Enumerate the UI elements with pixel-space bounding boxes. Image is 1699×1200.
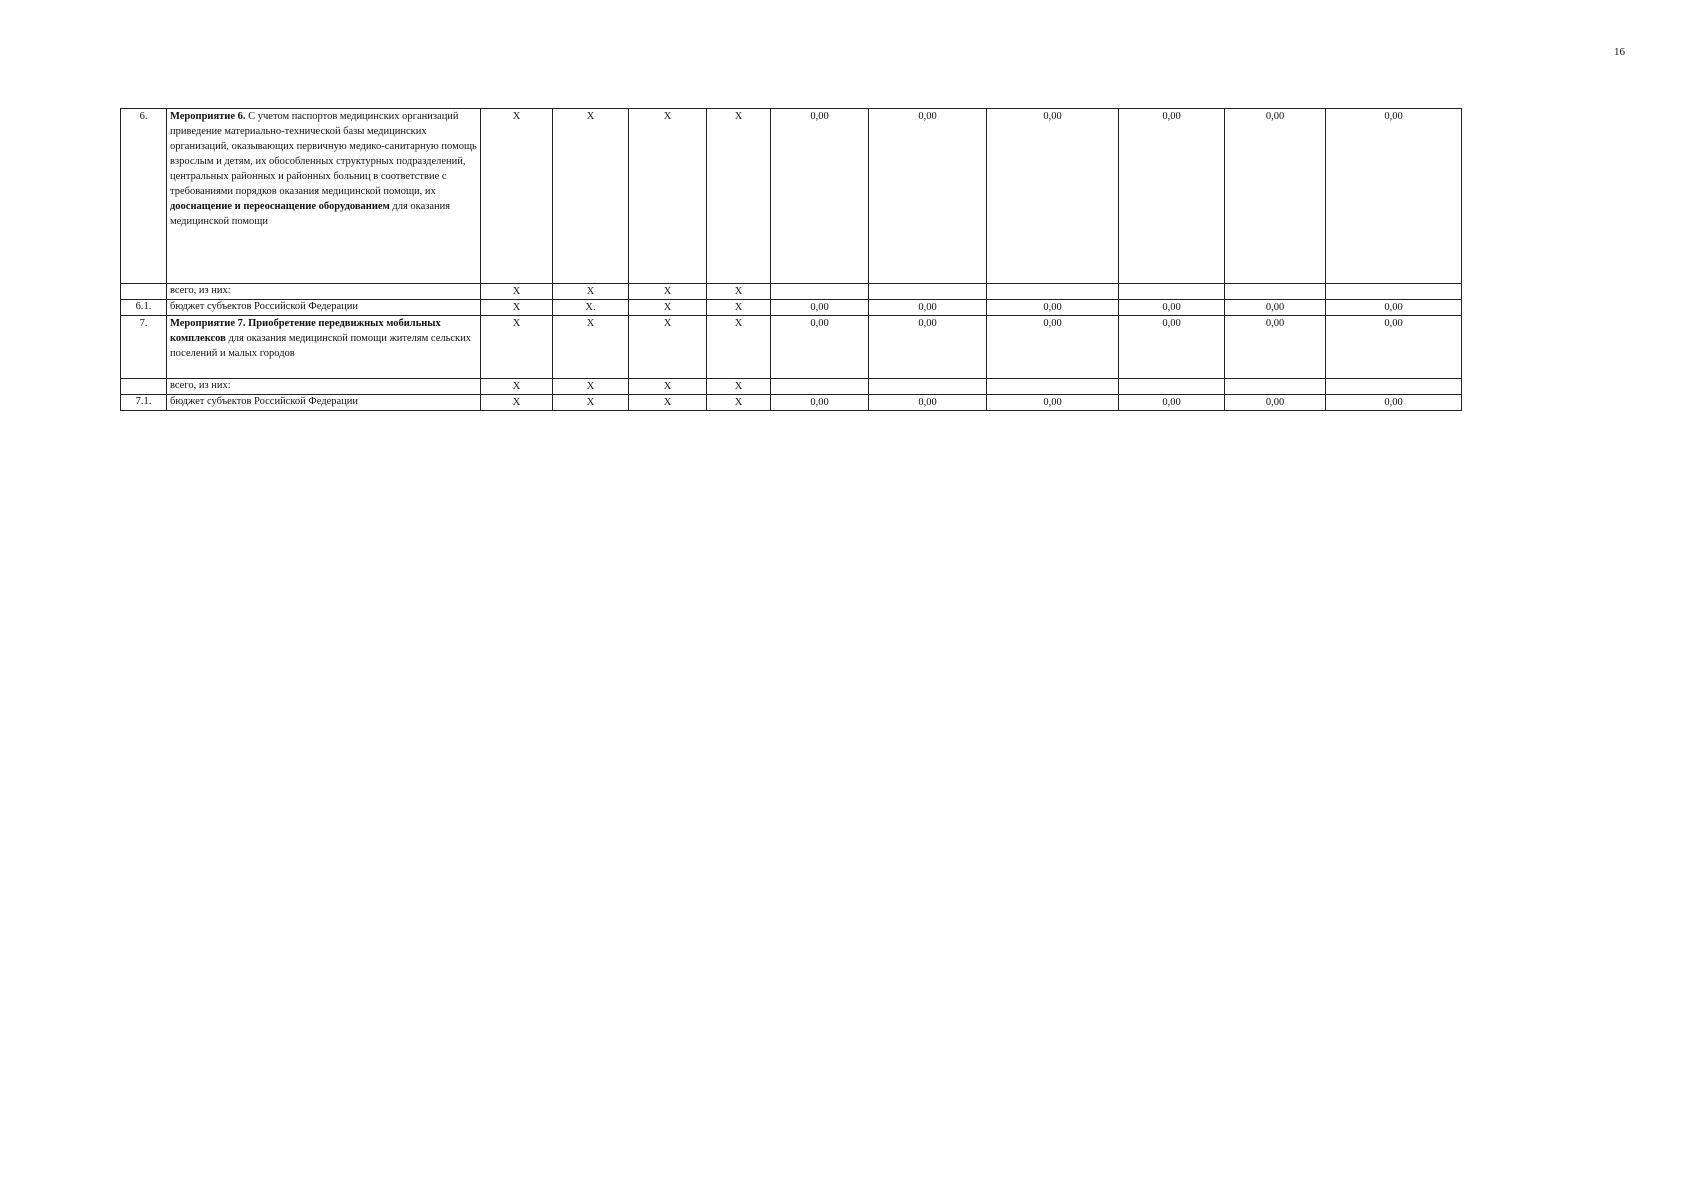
- value-cell: [869, 379, 987, 395]
- mark-cell: X: [481, 300, 553, 316]
- table-row-budget: [121, 395, 1462, 411]
- row-number: 7.1.: [121, 395, 167, 411]
- mark-cell: X: [553, 316, 629, 379]
- value-cell: 0,00: [1225, 109, 1326, 284]
- row-number: [121, 284, 167, 300]
- table-row-budget: [121, 300, 1462, 316]
- mark-cell: X: [629, 109, 707, 284]
- value-cell: 0,00: [1326, 300, 1462, 316]
- row-number: [121, 379, 167, 395]
- mark-cell: X: [553, 379, 629, 395]
- event-text: С учетом паспортов медицинских организаций приведение материально-технической базы медицинских организаций, оказывающих первичную медико-санитарную помощь взрослым и детям, их обособленных структурных подразделений, центральных районных и районных больниц в соответствие с требованиями порядков оказания медицинской помощи, их: [170, 111, 477, 197]
- mark-cell: X: [707, 395, 771, 411]
- value-cell: [1225, 379, 1326, 395]
- mark-cell: X: [481, 395, 553, 411]
- value-cell: 0,00: [1326, 316, 1462, 379]
- row-label: всего, из них:: [167, 284, 481, 300]
- value-cell: 0,00: [771, 316, 869, 379]
- row-label: всего, из них:: [167, 379, 481, 395]
- value-cell: 0,00: [1326, 109, 1462, 284]
- budget-table: [120, 108, 1462, 411]
- value-cell: 0,00: [1225, 300, 1326, 316]
- event-title: Мероприятие 6.: [170, 111, 246, 122]
- value-cell: 0,00: [1225, 316, 1326, 379]
- event-description: [167, 109, 481, 284]
- mark-cell: X: [707, 300, 771, 316]
- event-text-bold: дооснащение и переоснащение оборудованием: [170, 201, 390, 212]
- mark-cell: X: [481, 316, 553, 379]
- mark-cell: X: [629, 379, 707, 395]
- table-row-event-6: [121, 109, 1462, 284]
- mark-cell: X: [553, 109, 629, 284]
- value-cell: [771, 284, 869, 300]
- value-cell: [1326, 284, 1462, 300]
- mark-cell: X: [629, 284, 707, 300]
- value-cell: 0,00: [771, 395, 869, 411]
- value-cell: 0,00: [987, 300, 1119, 316]
- event-text: для оказания медицинской помощи жителям сельских поселений и малых городов: [170, 333, 472, 359]
- value-cell: 0,00: [1225, 395, 1326, 411]
- value-cell: 0,00: [869, 316, 987, 379]
- table-row-event-7: [121, 316, 1462, 379]
- value-cell: 0,00: [987, 316, 1119, 379]
- value-cell: 0,00: [1119, 316, 1225, 379]
- value-cell: 0,00: [1119, 109, 1225, 284]
- mark-cell: X.: [553, 300, 629, 316]
- mark-cell: X: [553, 284, 629, 300]
- value-cell: [987, 379, 1119, 395]
- value-cell: 0,00: [1119, 395, 1225, 411]
- event-title: Мероприятие 7. Приобретение передвижных мобильных комплексов: [170, 318, 441, 344]
- value-cell: 0,00: [869, 395, 987, 411]
- value-cell: 0,00: [869, 109, 987, 284]
- value-cell: [771, 379, 869, 395]
- table-row-subtotal: [121, 284, 1462, 300]
- value-cell: 0,00: [771, 109, 869, 284]
- value-cell: 0,00: [869, 300, 987, 316]
- value-cell: [987, 284, 1119, 300]
- value-cell: [1119, 379, 1225, 395]
- mark-cell: X: [629, 395, 707, 411]
- mark-cell: X: [707, 109, 771, 284]
- value-cell: [1225, 284, 1326, 300]
- mark-cell: X: [707, 284, 771, 300]
- mark-cell: X: [481, 379, 553, 395]
- row-number: 6.: [121, 109, 167, 284]
- mark-cell: X: [481, 284, 553, 300]
- value-cell: 0,00: [987, 109, 1119, 284]
- mark-cell: X: [553, 395, 629, 411]
- value-cell: 0,00: [1119, 300, 1225, 316]
- value-cell: [1119, 284, 1225, 300]
- value-cell: [869, 284, 987, 300]
- mark-cell: X: [481, 109, 553, 284]
- mark-cell: X: [629, 316, 707, 379]
- row-number: 6.1.: [121, 300, 167, 316]
- event-text-tail: для оказания медицинской помощи: [170, 201, 451, 227]
- mark-cell: X: [707, 316, 771, 379]
- event-description: [167, 316, 481, 379]
- value-cell: 0,00: [1326, 395, 1462, 411]
- row-label: бюджет субъектов Российской Федерации: [167, 300, 481, 316]
- page-number: 16: [1614, 46, 1625, 58]
- value-cell: 0,00: [987, 395, 1119, 411]
- row-label: бюджет субъектов Российской Федерации: [167, 395, 481, 411]
- row-number: 7.: [121, 316, 167, 379]
- value-cell: 0,00: [771, 300, 869, 316]
- value-cell: [1326, 379, 1462, 395]
- mark-cell: X: [629, 300, 707, 316]
- table-row-subtotal: [121, 379, 1462, 395]
- mark-cell: X: [707, 379, 771, 395]
